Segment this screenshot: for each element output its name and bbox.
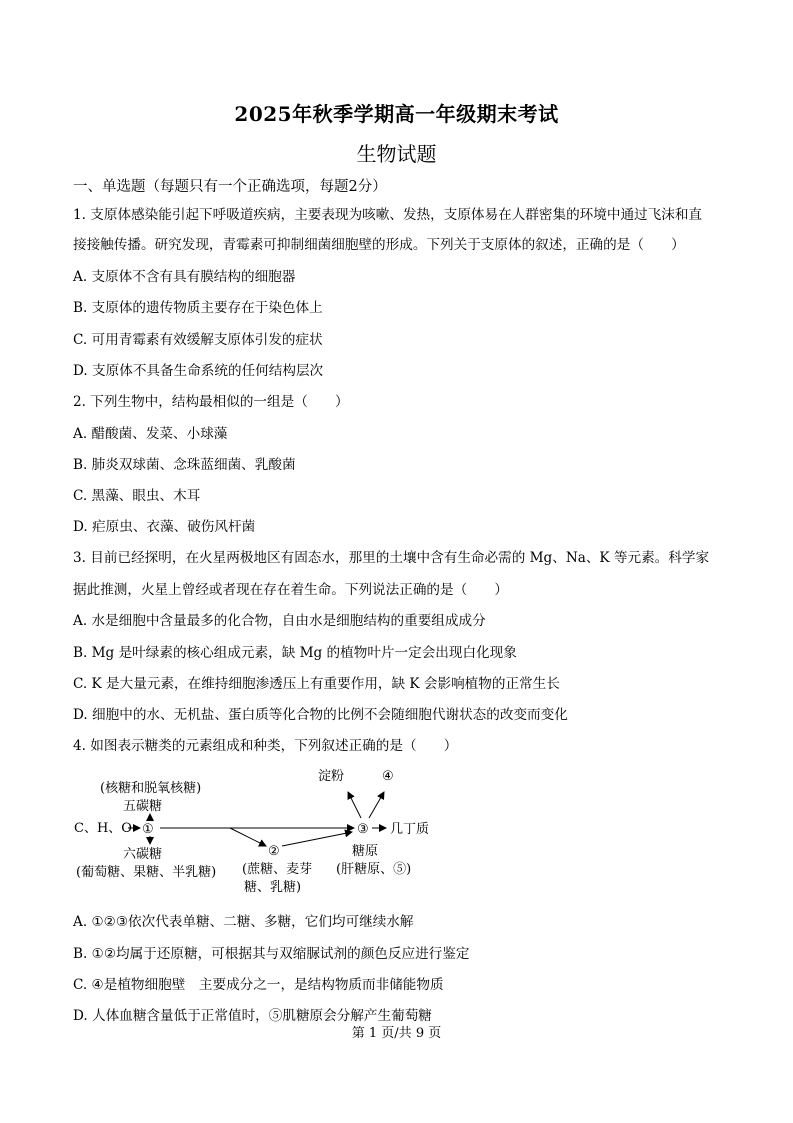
q4-option-b: B. ①②均属于还原糖，可根据其与双缩脲试剂的颜色反应进行鉴定: [73, 946, 470, 962]
elements-label: C、H、O: [74, 821, 132, 836]
disaccharide-detail-2: 糖、乳糖): [244, 880, 302, 895]
q1-option-d: D. 支原体不具备生命系统的任何结构层次: [73, 363, 324, 379]
six-carbon-detail: (葡萄糖、果糖、半乳糖): [76, 865, 217, 880]
five-carbon-label: 五碳糖: [123, 799, 163, 814]
q1-stem-line2: 接接触传播。研究发现，青霉素可抑制细菌细胞壁的形成。下列关于支原体的叙述，正确的是（ ）: [73, 237, 685, 253]
q4-option-a: A. ①②③依次代表单糖、二糖、多糖，它们均可继续水解: [73, 914, 414, 930]
exam-subtitle: 生物试题: [356, 142, 437, 166]
starch-label: 淀粉: [318, 769, 345, 784]
page-footer: 第 1 页/共 9 页: [351, 1026, 442, 1041]
q4-option-c: C. ④是植物细胞壁 主要成分之一，是结构物质而非储能物质: [73, 977, 444, 993]
q1-option-c: C. 可用青霉素有效缓解支原体引发的症状: [73, 332, 323, 348]
arrow-node3-to-node4: [369, 792, 384, 818]
q2-option-a: A. 醋酸菌、发菜、小球藻: [73, 426, 228, 442]
q3-option-b: B. Mg 是叶绿素的核心组成元素，缺 Mg 的植物叶片一定会出现白化现象: [73, 645, 517, 661]
q2-option-c: C. 黑藻、眼虫、木耳: [73, 488, 201, 504]
q3-option-d: D. 细胞中的水、无机盐、蛋白质等化合物的比例不会随细胞代谢状态的改变而变化: [73, 707, 568, 723]
arrow-node3-to-starch: [348, 792, 361, 818]
q3-option-c: C. K 是大量元素，在维持细胞渗透压上有重要作用，缺 K 会影响植物的正常生长: [73, 676, 560, 692]
glycogen-detail: (肝糖原、⑤): [336, 862, 412, 877]
q3-stem-line1: 3. 目前已经探明，在火星两极地区有固态水，那里的土壤中含有生命必需的 Mg、Na、K 等元素。科学家: [73, 550, 710, 566]
node-4: ④: [382, 769, 394, 784]
q4-stem: 4. 如图表示糖类的元素组成和种类，下列叙述正确的是（ ）: [73, 738, 458, 754]
six-carbon-label: 六碳糖: [123, 847, 163, 862]
disaccharide-detail-1: (蔗糖、麦芽: [242, 862, 313, 877]
chitin-label: 几丁质: [390, 822, 430, 837]
q3-stem-line2: 据此推测，火星上曾经或者现在存在着生命。下列说法正确的是（ ）: [73, 582, 508, 598]
q2-stem: 2. 下列生物中，结构最相似的一组是（ ）: [73, 394, 349, 410]
q1-option-a: A. 支原体不含有具有膜结构的细胞器: [73, 269, 296, 285]
node-1: ①: [142, 822, 154, 837]
node-3: ③: [357, 822, 369, 837]
arrow-node1-to-node2: [230, 828, 266, 846]
q1-option-b: B. 支原体的遗传物质主要存在于染色体上: [73, 300, 323, 316]
section-heading: 一、单选题（每题只有一个正确选项，每题2分）: [73, 179, 387, 195]
q4-option-d: D. 人体血糖含量低于正常值时，⑤肌糖原会分解产生葡萄糖: [73, 1008, 432, 1024]
sugar-classification-diagram: [70, 760, 450, 900]
arrow-node2-to-node3: [282, 832, 352, 846]
node-2: ②: [268, 844, 280, 859]
glycogen-label: 糖原: [352, 844, 379, 859]
q2-option-d: D. 疟原虫、衣藻、破伤风杆菌: [73, 519, 256, 535]
q1-stem-line1: 1. 支原体感染能引起下呼吸道疾病，主要表现为咳嗽、发热，支原体易在人群密集的环境中通过飞沫和直: [73, 207, 703, 223]
exam-title: 2025年秋季学期高一年级期末考试: [234, 102, 559, 126]
q3-option-a: A. 水是细胞中含量最多的化合物，自由水是细胞结构的重要组成成分: [73, 613, 486, 629]
five-carbon-detail: (核糖和脱氧核糖): [100, 781, 202, 796]
q2-option-b: B. 肺炎双球菌、念珠蓝细菌、乳酸菌: [73, 457, 296, 473]
